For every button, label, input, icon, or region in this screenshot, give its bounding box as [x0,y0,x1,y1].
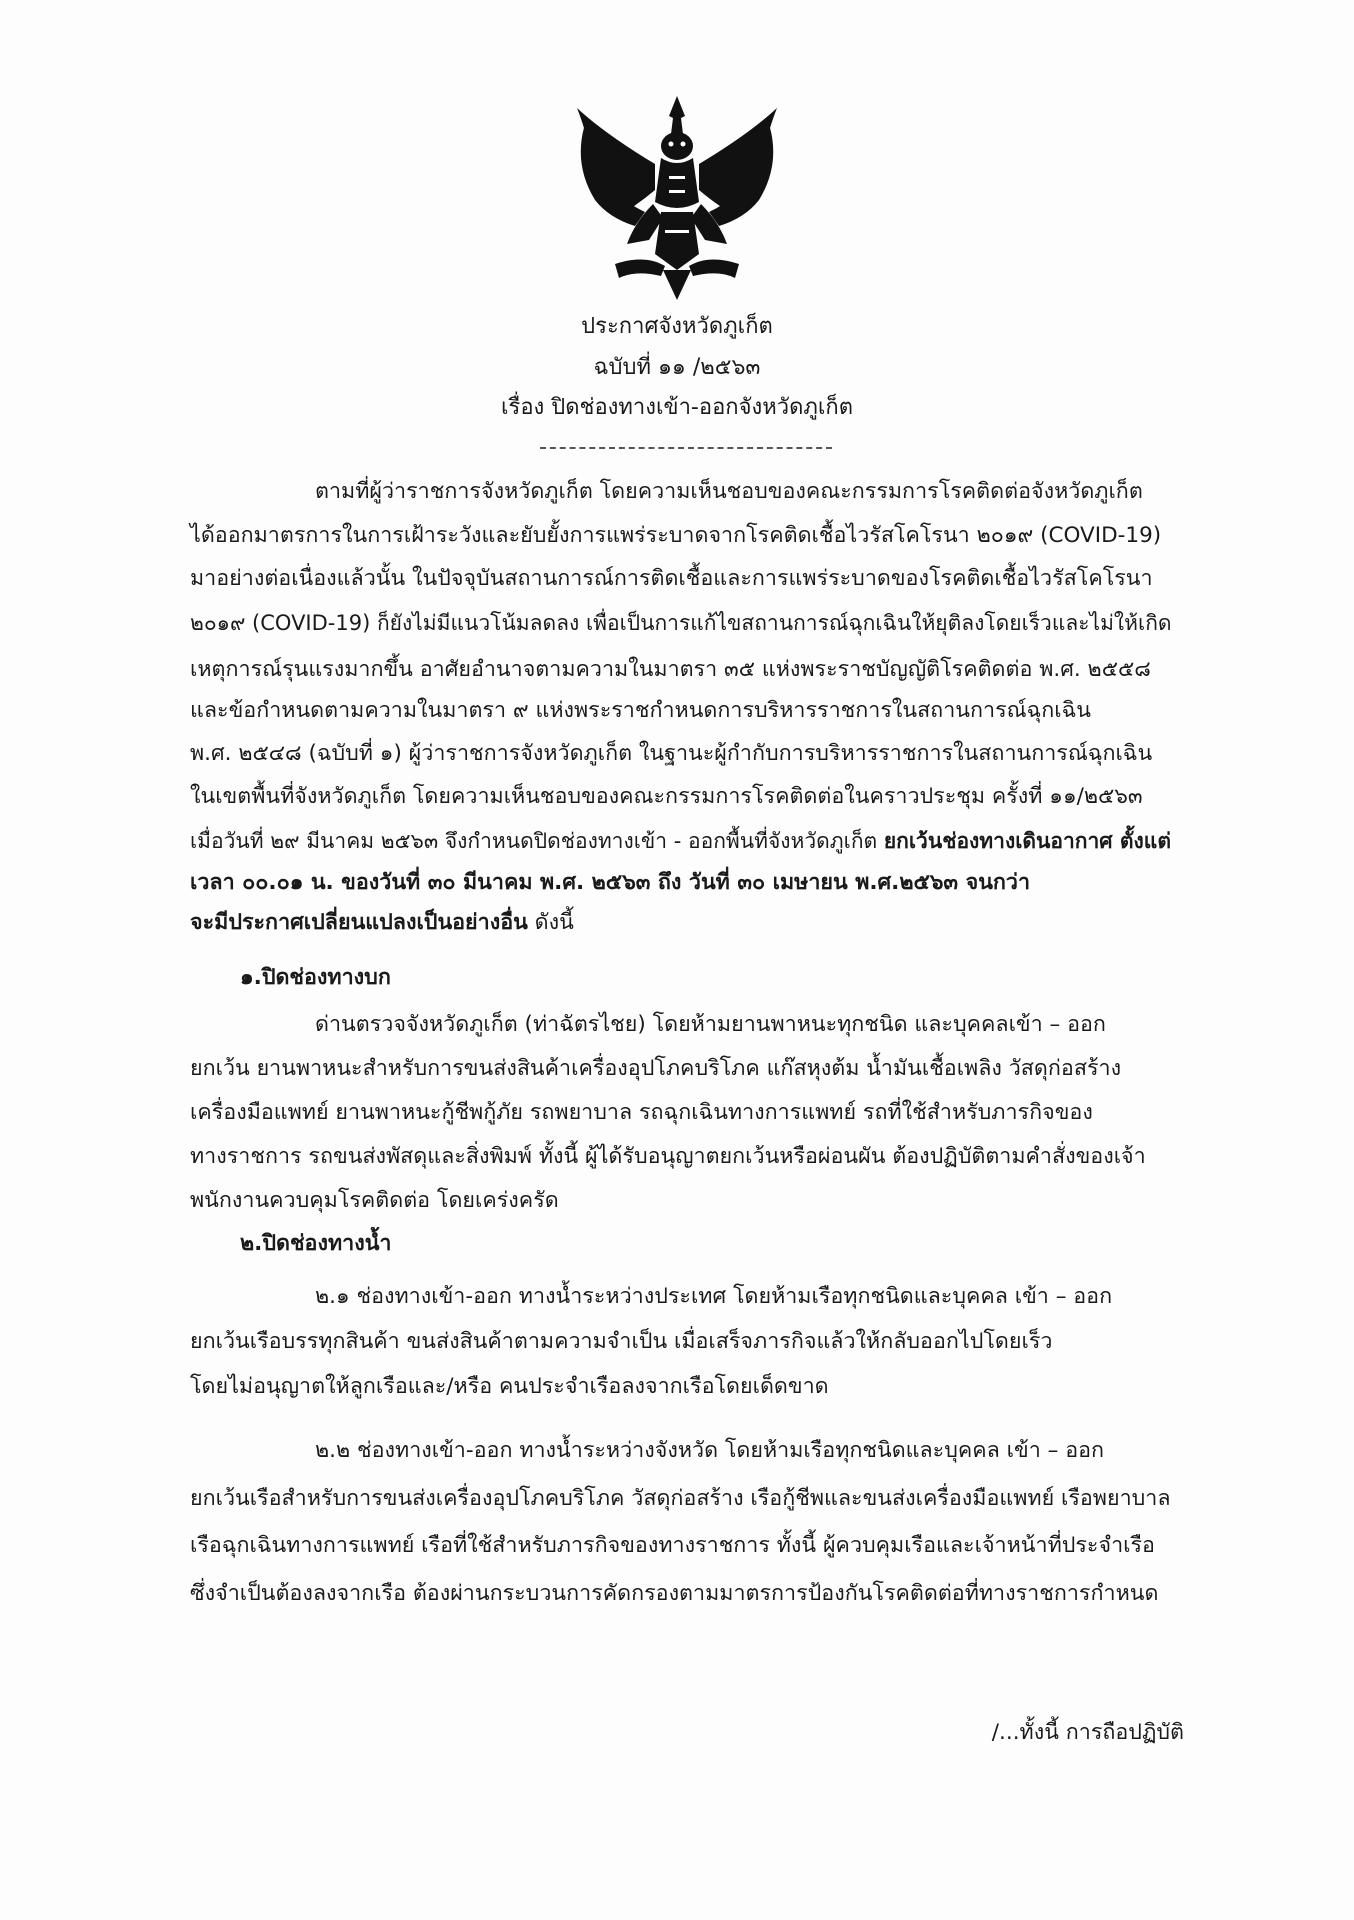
intro-line: เหตุการณ์รุนแรงมากขึ้น อาศัยอำนาจตามความในมาตรา ๓๕ แห่งพระราชบัญญัติโรคติดต่อ พ.ศ. ๒๕๕๘ [190,657,1151,682]
intro-line: ในเขตพื้นที่จังหวัดภูเก็ต โดยความเห็นชอบของคณะกรรมการโรคติดต่อในคราวประชุม ครั้งที่ ๑๑/๒๕๖๓ [190,784,1143,809]
section-1-line: ทางราชการ รถขนส่งพัสดุและสิ่งพิมพ์ ทั้งนี้ ผู้ได้รับอนุญาตยกเว้นหรือผ่อนผัน ต้องปฏิบัติตามคำสั่งของเจ้า [190,1144,1146,1169]
section-2-2-line: ๒.๒ ช่องทางเข้า-ออก ทางน้ำระหว่างจังหวัด โดยห้ามเรือทุกชนิดและบุคคล เข้า – ออก [315,1438,1105,1463]
header-divider [540,447,832,449]
section-1-line: ด่านตรวจจังหวัดภูเก็ต (ท่าฉัตรไชย) โดยห้ามยานพาหนะทุกชนิด และบุคคลเข้า – ออก [315,1012,1106,1037]
garuda-emblem-icon [565,94,789,304]
intro-text: เมื่อวันที่ ๒๙ มีนาคม ๒๕๖๓ จึงกำหนดปิดช่องทางเข้า - ออกพื้นที่จังหวัดภูเก็ต [190,829,884,853]
section-1-line: ยกเว้น ยานพาหนะสำหรับการขนส่งสินค้าเครื่องอุปโภคบริโภค แก๊สหุงต้ม น้ำมันเชื้อเพลิง วัสดุก่อสร้าง [190,1056,1122,1081]
intro-line: มาอย่างต่อเนื่องแล้วนั้น ในปัจจุบันสถานการณ์การติดเชื้อและการแพร่ระบาดของโรคติดเชื้อไวรัสโคโรนา [190,566,1153,591]
until-notice: จะมีประกาศเปลี่ยนแปลงเป็นอย่างอื่น [190,910,528,935]
intro-line: พ.ศ. ๒๕๔๘ (ฉบับที่ ๑) ผู้ว่าราชการจังหวัดภูเก็ต ในฐานะผู้กำกับการบริหารราชการในสถานการณ์ฉุกเฉิน [190,741,1153,766]
intro-line: ตามที่ผู้ว่าราชการจังหวัดภูเก็ต โดยความเห็นชอบของคณะกรรมการโรคติดต่อจังหวัดภูเก็ต [315,479,1143,504]
section-2-1-line: ๒.๑ ช่องทางเข้า-ออก ทางน้ำระหว่างประเทศ โดยห้ามเรือทุกชนิดและบุคคล เข้า – ออก [315,1284,1113,1309]
section-2-heading: ๒.ปิดช่องทางน้ำ [240,1231,392,1256]
exception-highlight: ยกเว้นช่องทางเดินอากาศ ตั้งแต่ [883,829,1171,853]
intro-line: ได้ออกมาตรการในการเฝ้าระวังและยับยั้งการแพร่ระบาดจากโรคติดเชื้อไวรัสโคโรนา ๒๐๑๙ (COVID-19) [190,523,1162,548]
section-2-2-line: ซึ่งจำเป็นต้องลงจากเรือ ต้องผ่านกระบวนการคัดกรองตามมาตรการป้องกันโรคติดต่อที่ทางราชการกำหนด [190,1581,1159,1606]
issue-number: ฉบับที่ ๑๑ /๒๕๖๓ [593,355,761,380]
section-2-2-line: ยกเว้นเรือสำหรับการขนส่งเครื่องอุปโภคบริโภค วัสดุก่อสร้าง เรือกู้ชีพและขนส่งเครื่องมือแพทย์ เรือพยาบาล [190,1486,1171,1511]
section-2-2-line: เรือฉุกเฉินทางการแพทย์ เรือที่ใช้สำหรับภารกิจของทางราชการ ทั้งนี้ ผู้ควบคุมเรือและเจ้าหน้าที่ประจำเรือ [190,1533,1155,1558]
section-1-line: พนักงานควบคุมโรคติดต่อ โดยเคร่งครัด [190,1188,559,1213]
subject-line: เรื่อง ปิดช่องทางเข้า-ออกจังหวัดภูเก็ต [500,395,854,420]
effective-period: เวลา ๐๐.๐๑ น. ของวันที่ ๓๐ มีนาคม พ.ศ. ๒๕๖๓ ถึง วันที่ ๓๐ เมษายน พ.ศ.๒๕๖๓ จนกว่า [190,870,1031,895]
intro-line: และข้อกำหนดตามความในมาตรา ๙ แห่งพระราชกำหนดการบริหารราชการในสถานการณ์ฉุกเฉิน [190,698,1091,723]
section-2-1-line: ยกเว้นเรือบรรทุกสินค้า ขนส่งสินค้าตามความจำเป็น เมื่อเสร็จภารกิจแล้วให้กลับออกไปโดยเร็ว [190,1329,1053,1354]
section-1-heading: ๑.ปิดช่องทางบก [240,965,391,990]
intro-line: ๒๐๑๙ (COVID-19) ก็ยังไม่มีแนวโน้มลดลง เพื่อเป็นการแก้ไขสถานการณ์ฉุกเฉินให้ยุติลงโดยเร็วและไม่ให้เกิด [190,611,1172,635]
intro-text: ดังนี้ [527,910,574,935]
section-2-1-line: โดยไม่อนุญาตให้ลูกเรือและ/หรือ คนประจำเรือลงจากเรือโดยเด็ดขาด [190,1374,829,1399]
intro-line [190,908,574,938]
document-title: ประกาศจังหวัดภูเก็ต [581,314,773,339]
section-1-line: เครื่องมือแพทย์ ยานพาหนะกู้ชีพกู้ภัย รถพยาบาล รถฉุกเฉินทางการแพทย์ รถที่ใช้สำหรับภารกิจของ [190,1100,1093,1125]
continuation-note: /...ทั้งนี้ การถือปฏิบัติ [991,1720,1184,1745]
intro-line [190,826,1171,856]
